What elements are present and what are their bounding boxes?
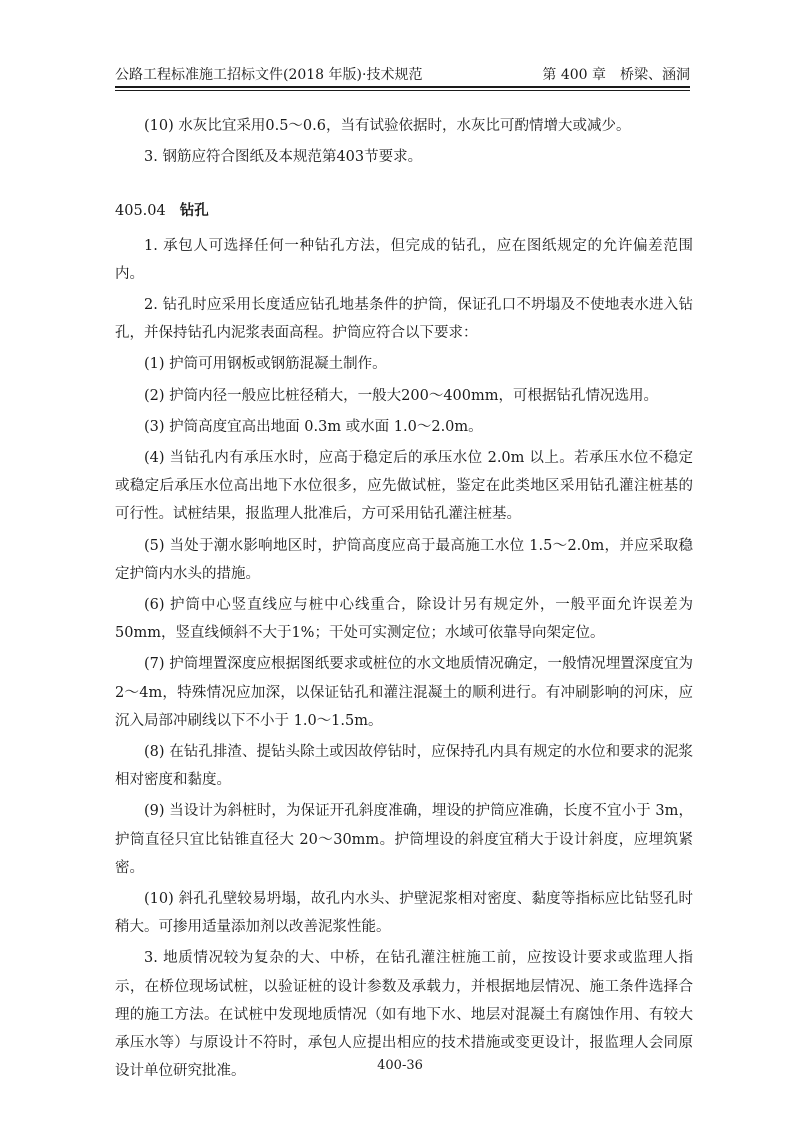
header-rule-thin bbox=[115, 90, 690, 91]
section-number: 405.04 bbox=[115, 203, 166, 220]
page-number: 400-36 bbox=[377, 1058, 423, 1073]
body-paragraph: (8) 在钻孔排渣、提钻头除土或因故停钻时，应保持孔内具有规定的水位和要求的泥浆相对密度和黏度。 bbox=[115, 744, 693, 789]
body-paragraph: (4) 当钻孔内有承压水时，应高于稳定后的承压水位 2.0m 以上。若承压水位不稳定或稳定后承压水位高出地下水位很多，应先做试桩，鉴定在此类地区采用钻孔灌注桩基的可行性。试桩结果，报监理人批准后，方可采用钻孔灌注桩基。 bbox=[115, 450, 693, 523]
body-paragraph: (7) 护筒埋置深度应根据图纸要求或桩位的水文地质情况确定，一般情况埋置深度宜为 2～4m，特殊情况应加深，以保证钻孔和灌注混凝土的顺利进行。有冲刷影响的河床，应沉入局部冲刷线以下不小于 1.0～1.5m。 bbox=[115, 656, 693, 729]
intro-paragraph: 3. 钢筋应符合图纸及本规范第403节要求。 bbox=[144, 149, 423, 166]
body-paragraph: 3. 地质情况较为复杂的大、中桥，在钻孔灌注桩施工前，应按设计要求或监理人指示，在桥位现场试桩，以验证桩的设计参数及承载力，并根据地层情况、施工条件选择合理的施工方法。在试桩中发现地质情况（如有地下水、地层对混凝土有腐蚀作用、有较大承压水等）与原设计不符时，承包人应提出相应的技术措施或变更设计，报监理人会同原设计单位研究批准。 bbox=[115, 950, 693, 1080]
page-footer bbox=[0, 1058, 800, 1073]
section-heading bbox=[115, 197, 693, 225]
header-document-title: 公路工程标准施工招标文件(2018 年版)·技术规范 bbox=[115, 67, 423, 83]
body-paragraph: (3) 护筒高度宜高出地面 0.3m 或水面 1.0～2.0m。 bbox=[144, 418, 483, 435]
body-paragraph: (2) 护筒内径一般应比桩径稍大，一般大200～400mm，可根据钻孔情况选用。 bbox=[144, 387, 658, 404]
section-title: 钻孔 bbox=[179, 203, 209, 220]
body-paragraph: (6) 护筒中心竖直线应与桩中心线重合，除设计另有规定外，一般平面允许误差为50mm，竖直线倾斜不大于1%；干处可实测定位；水域可依靠导向架定位。 bbox=[115, 597, 693, 642]
body-paragraph: 2. 钻孔时应采用长度适应钻孔地基条件的护筒，保证孔口不坍塌及不使地表水进入钻孔，并保持钻孔内泥浆表面高程。护筒应符合以下要求： bbox=[115, 297, 693, 342]
intro-paragraph: (10) 水灰比宜采用0.5～0.6，当有试验依据时，水灰比可酌情增大或减少。 bbox=[144, 118, 631, 134]
header-chapter-title: 第 400 章 桥梁、涵洞 bbox=[542, 67, 690, 83]
body-paragraph: 1. 承包人可选择任何一种钻孔方法，但完成的钻孔，应在图纸规定的允许偏差范围内。 bbox=[115, 237, 693, 282]
body-paragraph: (10) 斜孔孔壁较易坍塌，故孔内水头、护壁泥浆相对密度、黏度等指标应比钻竖孔时稍大。可掺用适量添加剂以改善泥浆性能。 bbox=[115, 891, 693, 936]
header-rule-thick bbox=[115, 86, 690, 88]
body-paragraph: (1) 护筒可用钢板或钢筋混凝土制作。 bbox=[144, 356, 387, 373]
page-body bbox=[115, 112, 693, 1086]
body-paragraph: (5) 当处于潮水影响地区时，护筒高度应高于最高施工水位 1.5～2.0m，并应采取稳定护筒内水头的措施。 bbox=[115, 537, 693, 582]
page-header bbox=[115, 58, 690, 84]
body-paragraph: (9) 当设计为斜桩时，为保证开孔斜度准确，埋设的护筒应准确，长度不宜小于 3m，护筒直径只宜比钻锥直径大 20～30mm。护筒埋设的斜度宜稍大于设计斜度，应埋筑紧密。 bbox=[115, 803, 693, 876]
